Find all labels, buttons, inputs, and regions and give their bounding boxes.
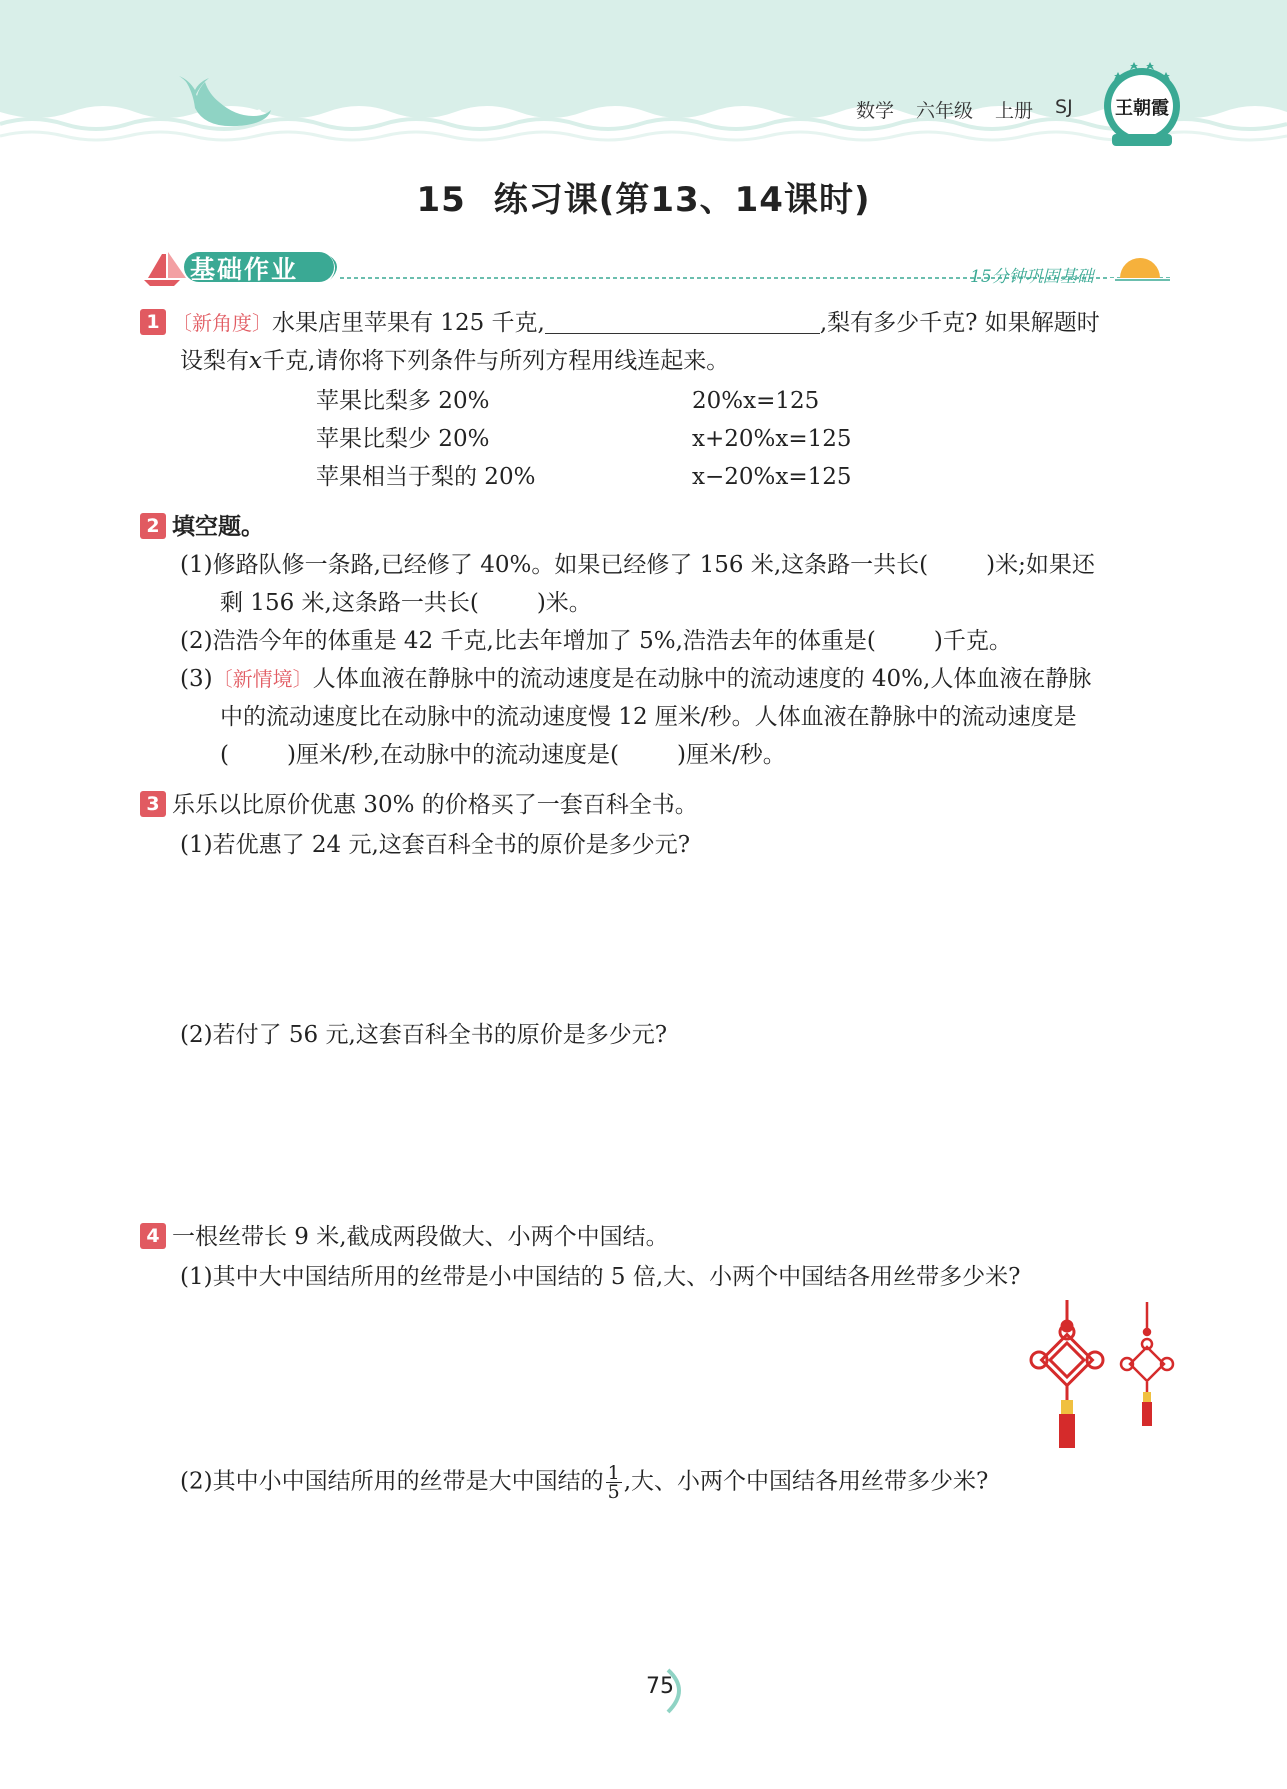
lesson-number: 15	[416, 180, 466, 220]
q2-part-3-line-2: 中的流动速度比在动脉中的流动速度慢 12 厘米/秒。人体血液在静脉中的流动速度是	[220, 704, 1077, 730]
q2-p1-d: )米。	[536, 590, 592, 616]
fraction-denominator: 5	[607, 1481, 620, 1503]
condition-3[interactable]: 苹果相当于梨的 20%	[316, 464, 536, 490]
q2-part-3-line-1	[180, 662, 1091, 696]
q2-p2-b: )千克。	[933, 628, 1012, 654]
q4-p2-b: ,大、小两个中国结各用丝带多少米?	[623, 1468, 989, 1495]
q2-part-3-line-3	[220, 738, 786, 772]
question-number: 2	[140, 513, 166, 539]
equation-3[interactable]: x−20%x=125	[692, 464, 852, 490]
q2-part-1-line-1	[180, 548, 1095, 582]
equation-1[interactable]: 20%x=125	[692, 388, 820, 414]
q1-text-b: ,梨有多少千克? 如果解题时	[819, 310, 1100, 336]
q4-part-2	[180, 1464, 988, 1501]
q1-line2-a: 设梨有	[180, 348, 249, 374]
question-number: 4	[140, 1223, 166, 1249]
q2-p3-open: (	[220, 742, 229, 768]
q1-variable: x	[249, 348, 262, 374]
equation-2[interactable]: x+20%x=125	[692, 426, 852, 452]
fraction-numerator: 1	[607, 1462, 620, 1484]
q3-part-2: (2)若付了 56 元,这套百科全书的原价是多少元?	[180, 1022, 668, 1048]
lesson-title: 练习课(第13、14课时)	[493, 180, 871, 220]
edition-label: SJ	[1055, 96, 1073, 118]
q4-text: 一根丝带长 9 米,截成两段做大、小两个中国结。	[172, 1224, 669, 1250]
q2-p1-a: (1)修路队修一条路,已经修了 40%。如果已经修了 156 米,这条路一共长(	[180, 552, 929, 578]
q1-blank-line[interactable]	[545, 311, 820, 334]
whale-icon	[175, 72, 285, 132]
q3-part-1: (1)若优惠了 24 元,这套百科全书的原价是多少元?	[180, 832, 691, 858]
question-number: 1	[140, 309, 166, 335]
q3-text: 乐乐以比原价优惠 30% 的价格买了一套百科全书。	[172, 792, 698, 818]
section-label: 基础作业	[190, 255, 299, 284]
q2-p3-mid: )厘米/秒,在动脉中的流动速度是(	[286, 742, 619, 768]
page-header	[0, 0, 1287, 150]
q2-p3-line1: 人体血液在静脉中的流动速度是在动脉中的流动速度的 40%,人体血液在静脉	[312, 666, 1092, 692]
q1-line2-b: 千克,请你将下列条件与所列方程用线连起来。	[261, 348, 730, 374]
chinese-knot-icon	[1025, 1300, 1185, 1450]
question-1-line-2	[180, 344, 729, 378]
question-4	[140, 1220, 669, 1254]
volume-label: 上册	[995, 100, 1034, 122]
q2-title-text: 填空题。	[172, 514, 264, 540]
section-time-note: 15分钟巩固基础	[970, 267, 1094, 287]
new-angle-tag: 〔新角度〕	[172, 311, 272, 335]
page-title	[0, 172, 1287, 221]
brand-logo	[1100, 60, 1184, 150]
q2-part-2	[180, 624, 1012, 658]
condition-1[interactable]: 苹果比梨多 20%	[316, 388, 490, 414]
q2-part-1-line-2	[220, 586, 592, 620]
question-1-line-1	[140, 306, 1100, 340]
page-number: 75	[646, 1674, 674, 1699]
q2-p3-label: (3)	[180, 666, 213, 692]
q2-p3-end: )厘米/秒。	[677, 742, 786, 768]
q1-text-a: 水果店里苹果有 125 千克,	[272, 310, 545, 336]
condition-2[interactable]: 苹果比梨少 20%	[316, 426, 490, 452]
q2-p1-b: )米;如果还	[986, 552, 1095, 578]
q4-part-1: (1)其中大中国结所用的丝带是小中国结的 5 倍,大、小两个中国结各用丝带多少米?	[180, 1264, 1021, 1290]
subject-label: 数学	[856, 100, 895, 122]
new-context-tag: 〔新情境〕	[212, 667, 313, 691]
logo-text: 王朝霞	[1115, 98, 1169, 119]
grade-label: 六年级	[916, 100, 974, 122]
question-number: 3	[140, 791, 166, 817]
q4-p2-a: (2)其中小中国结所用的丝带是大中国结的	[180, 1468, 604, 1495]
q2-p1-c: 剩 156 米,这条路一共长(	[220, 590, 479, 616]
question-2-title	[140, 510, 264, 544]
q2-p2-a: (2)浩浩今年的体重是 42 千克,比去年增加了 5%,浩浩去年的体重是(	[180, 628, 876, 654]
question-3	[140, 788, 698, 822]
fraction-one-fifth	[606, 1464, 622, 1501]
book-meta	[856, 96, 1073, 123]
